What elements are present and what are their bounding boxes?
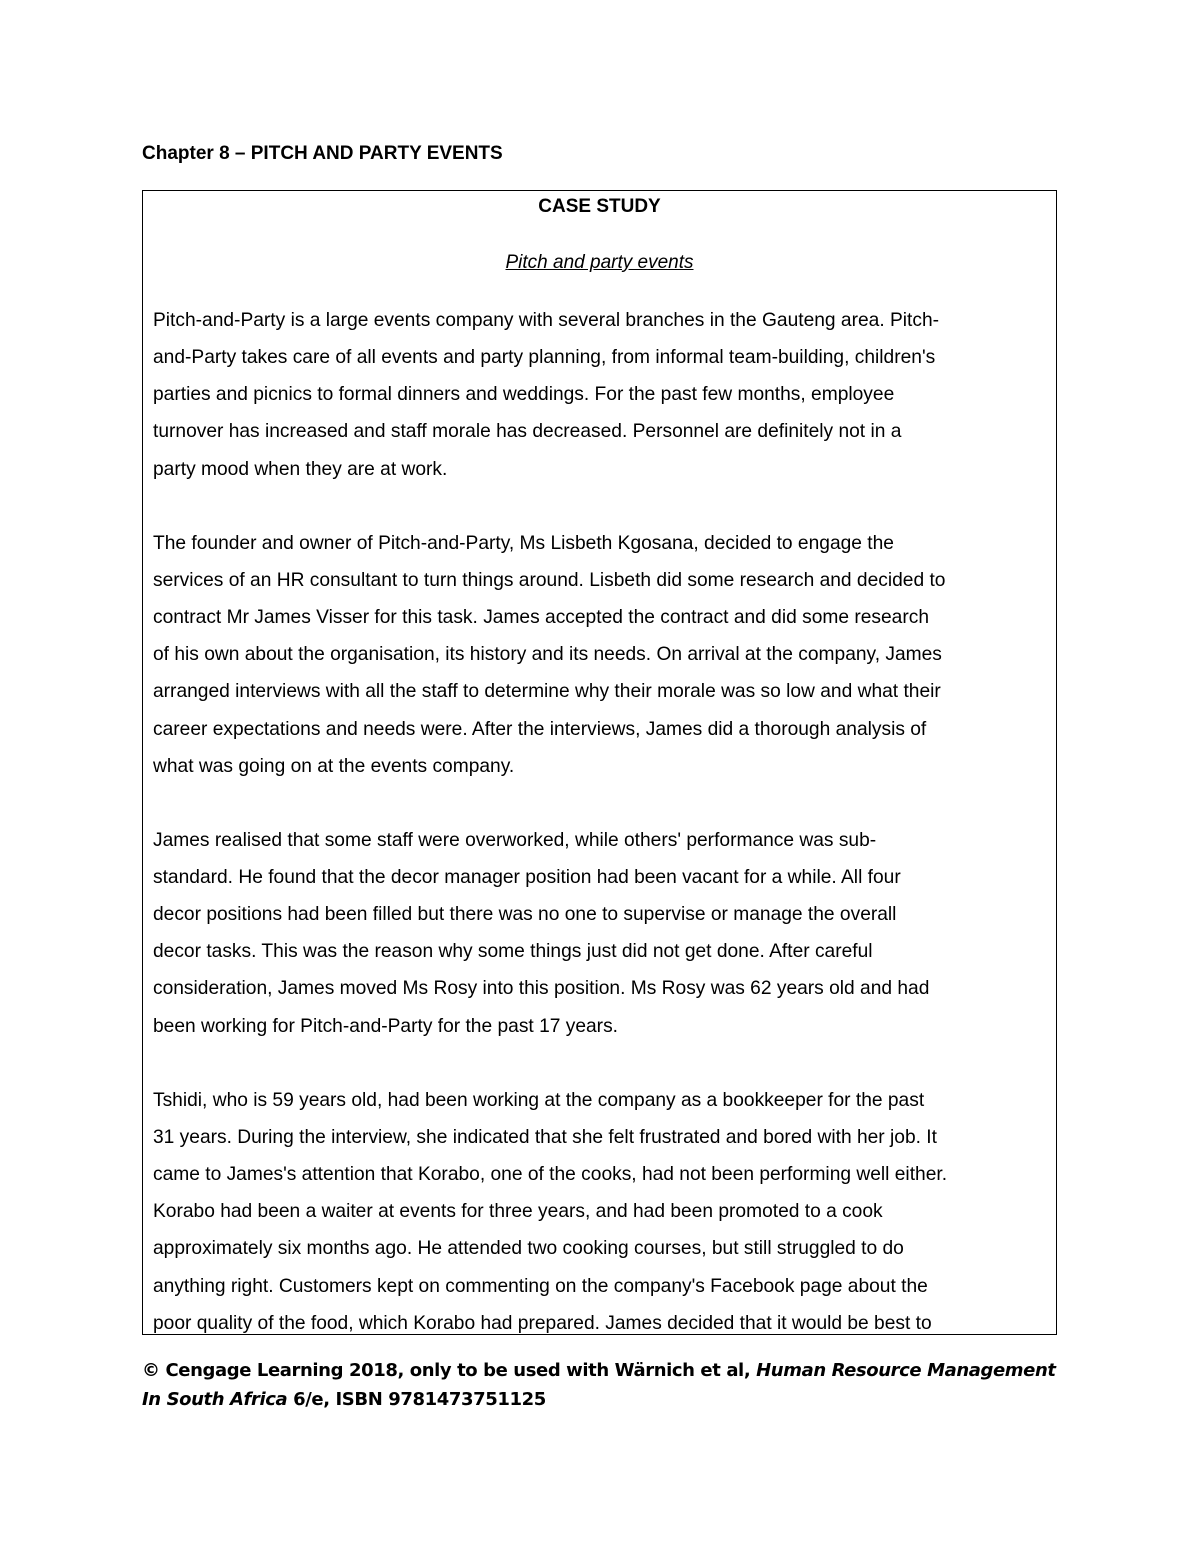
paragraph-line: contract Mr James Visser for this task. James accepted the contract and did some research: [153, 607, 930, 628]
paragraph-line: came to James's attention that Korabo, one of the cooks, had not been performing well either.: [153, 1164, 948, 1185]
case-study-subtitle: Pitch and party events: [505, 252, 694, 273]
paragraph-line: and-Party takes care of all events and party planning, from informal team-building, children's: [153, 347, 936, 368]
paragraph-line: Pitch-and-Party is a large events company with several branches in the Gauteng area. Pitch-: [153, 310, 940, 331]
paragraph-line: standard. He found that the decor manager position had been vacant for a while. All four: [153, 867, 901, 888]
paragraph-line: services of an HR consultant to turn things around. Lisbeth did some research and decided to: [153, 570, 946, 591]
paragraph-line: arranged interviews with all the staff to determine why their morale was so low and what their: [153, 681, 941, 702]
paragraph-line: anything right. Customers kept on commenting on the company's Facebook page about the: [153, 1276, 928, 1297]
paragraph-line: 31 years. During the interview, she indicated that she felt frustrated and bored with her job. It: [153, 1127, 937, 1148]
copyright-text: © Cengage Learning 2018, only to be used with Wärnich et al,: [142, 1360, 757, 1381]
paragraph-line: of his own about the organisation, its history and its needs. On arrival at the company, James: [153, 644, 942, 665]
paragraph-line: poor quality of the food, which Korabo had prepared. James decided that it would be best to: [153, 1313, 932, 1334]
paragraph-line: decor tasks. This was the reason why some things just did not get done. After careful: [153, 941, 873, 962]
paragraph-line: approximately six months ago. He attended two cooking courses, but still struggled to do: [153, 1238, 904, 1259]
book-title: Human Resource Management In South Africa: [142, 1360, 1056, 1410]
paragraph-line: consideration, James moved Ms Rosy into this position. Ms Rosy was 62 years old and had: [153, 978, 930, 999]
paragraph-line: parties and picnics to formal dinners and weddings. For the past few months, employee: [153, 384, 895, 405]
paragraph-line: what was going on at the events company.: [153, 756, 515, 777]
paragraph-line: decor positions had been filled but there was no one to supervise or manage the overall: [153, 904, 897, 925]
paragraph-line: Tshidi, who is 59 years old, had been working at the company as a bookkeeper for the past: [153, 1090, 925, 1111]
paragraph-line: party mood when they are at work.: [153, 459, 448, 480]
paragraph-line: been working for Pitch-and-Party for the past 17 years.: [153, 1016, 618, 1037]
edition-isbn: 6/e, ISBN 9781473751125: [287, 1389, 546, 1410]
paragraph-line: Korabo had been a waiter at events for three years, and had been promoted to a cook: [153, 1201, 883, 1222]
copyright-footer: [142, 1356, 1072, 1414]
paragraph-line: James realised that some staff were overworked, while others' performance was sub-: [153, 830, 877, 851]
case-study-box: [142, 190, 1057, 1335]
paragraph-line: The founder and owner of Pitch-and-Party, Ms Lisbeth Kgosana, decided to engage the: [153, 533, 894, 554]
case-study-title: CASE STUDY: [538, 196, 661, 217]
chapter-heading: Chapter 8 – PITCH AND PARTY EVENTS: [142, 143, 503, 164]
paragraph-line: turnover has increased and staff morale has decreased. Personnel are definitely not in a: [153, 421, 902, 442]
paragraph-line: career expectations and needs were. After the interviews, James did a thorough analysis of: [153, 719, 927, 740]
